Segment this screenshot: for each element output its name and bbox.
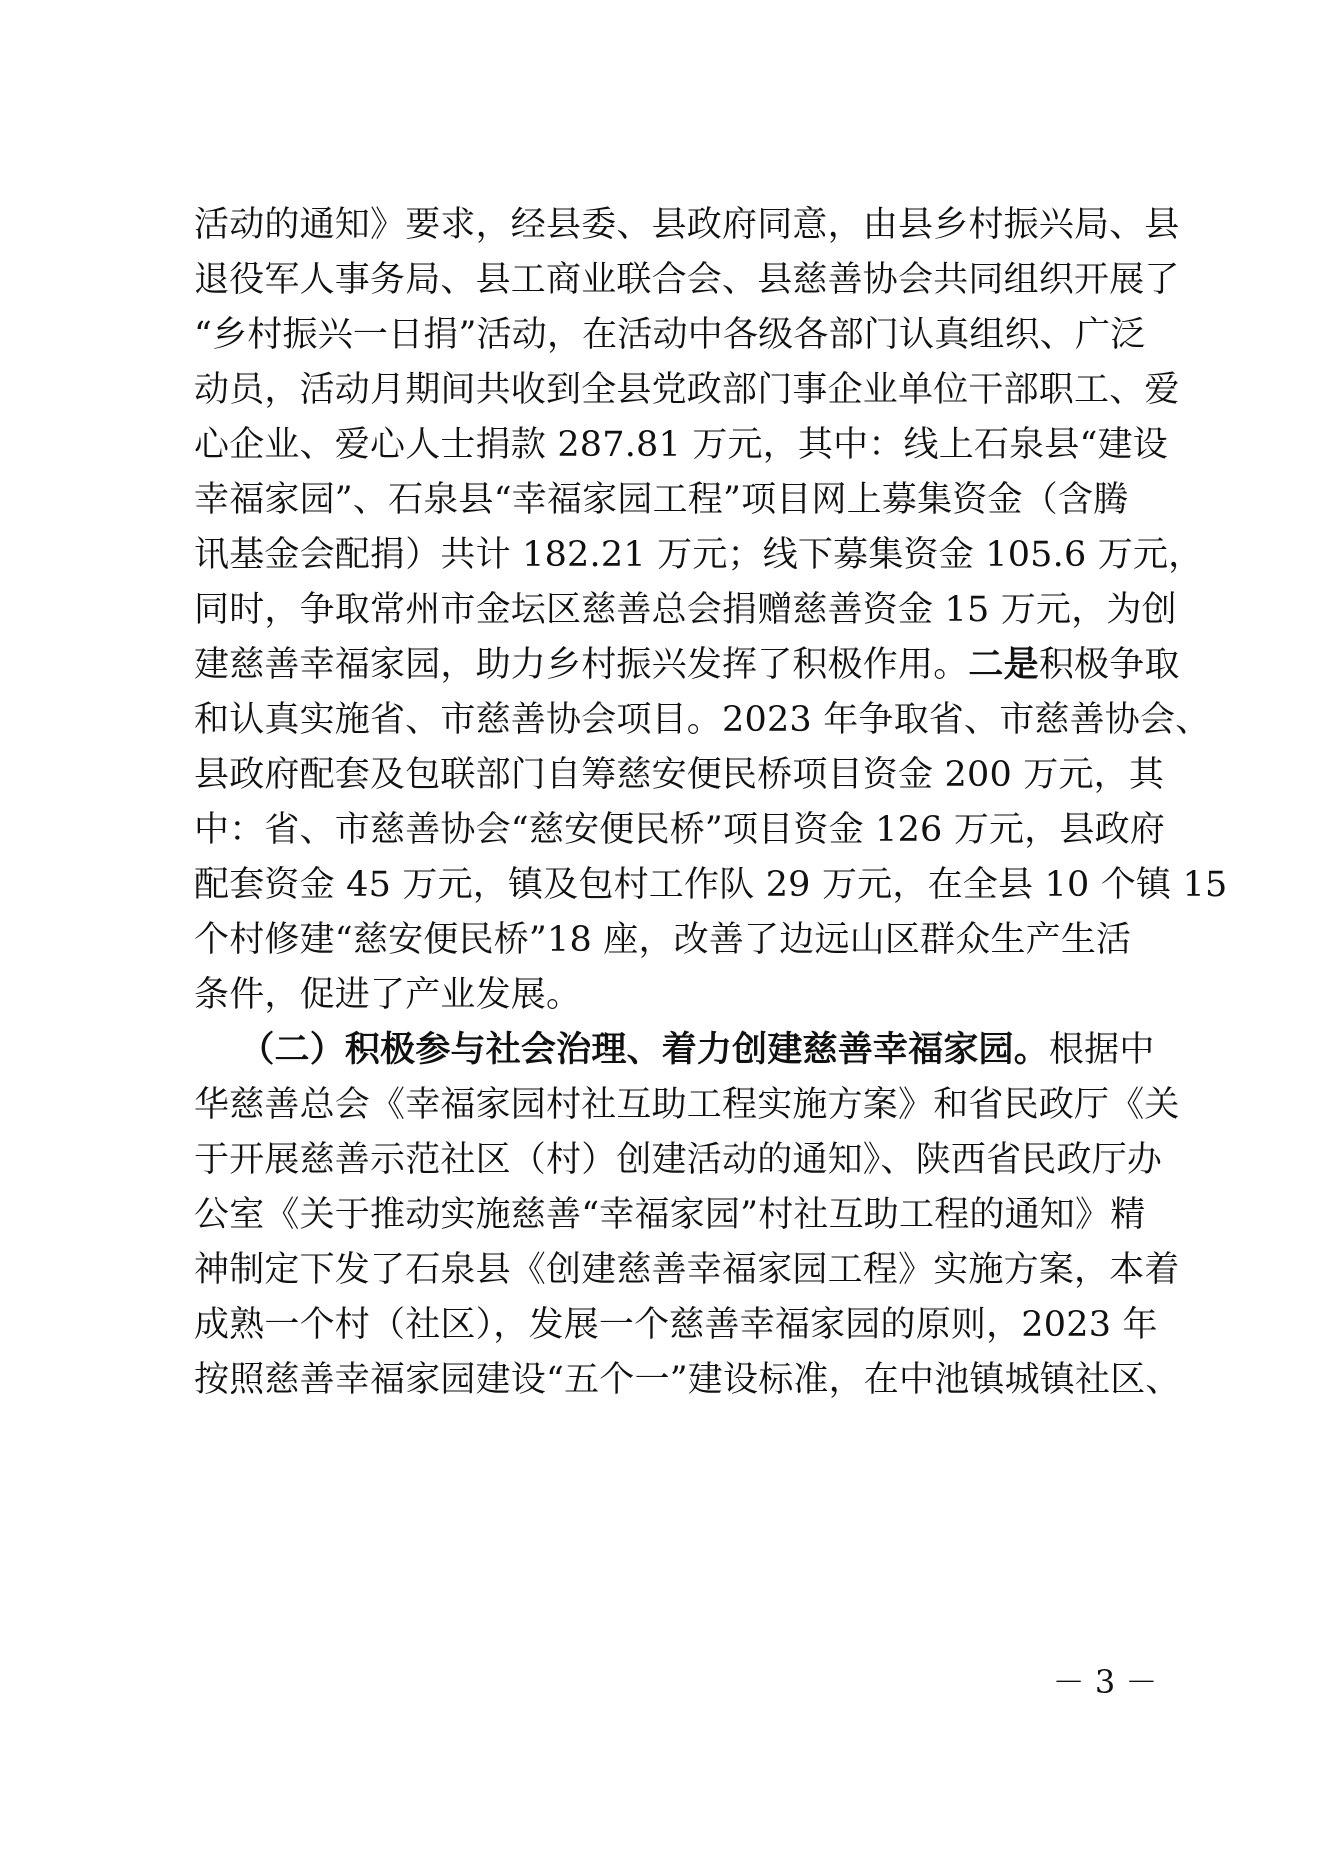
line-text: 和认真实施省、市慈善协会项目。2023 年争取省、市慈善协会、 — [194, 700, 1211, 740]
bold-lead: 二是 — [968, 644, 1039, 685]
line-text: 县政府配套及包联部门自筹慈安便民桥项目资金 200 万元，其 — [194, 755, 1165, 795]
line-text: 中：省、市慈善协会“慈安便民桥”项目资金 126 万元，县政府 — [194, 810, 1166, 850]
line-text: 活动的通知》要求，经县委、县政府同意，由县乡村振兴局、县 — [194, 205, 1180, 245]
line-text: 建慈善幸福家园，助力乡村振兴发挥了积极作用。 — [194, 645, 969, 685]
line-text: 同时，争取常州市金坛区慈善总会捐赠慈善资金 15 万元，为创 — [194, 590, 1177, 630]
line-text: 个村修建“慈安便民桥”18 座，改善了边远山区群众生产生活 — [194, 920, 1132, 960]
line-text: 成熟一个村（社区），发展一个慈善幸福家园的原则，2023 年 — [194, 1305, 1158, 1345]
line-text-tail: 根据中 — [1048, 1030, 1155, 1070]
page-number: － 3 － — [1052, 1663, 1158, 1701]
paragraph-line — [194, 1348, 1181, 1412]
line-text: 幸福家园”、石泉县“幸福家园工程”项目网上募集资金（含腾 — [194, 480, 1129, 520]
line-text: “乡村振兴一日捐”活动，在活动中各级各部门认真组织、广泛 — [194, 315, 1146, 355]
line-text: 神制定下发了石泉县《创建慈善幸福家园工程》实施方案，本着 — [194, 1250, 1180, 1290]
line-text: 配套资金 45 万元，镇及包村工作队 29 万元，在全县 10 个镇 15 — [194, 865, 1228, 905]
section-heading: （二）积极参与社会治理、着力创建慈善幸福家园。 — [239, 1029, 1049, 1070]
line-text: 动员，活动月期间共收到全县党政部门事企业单位干部职工、爱 — [194, 370, 1180, 410]
line-text: 按照慈善幸福家园建设“五个一”建设标准，在中池镇城镇社区、 — [194, 1360, 1181, 1400]
line-text: 于开展慈善示范社区（村）创建活动的通知》、陕西省民政厅办 — [194, 1140, 1163, 1180]
line-text — [194, 1030, 239, 1070]
line-text: 退役军人事务局、县工商业联合会、县慈善协会共同组织开展了 — [194, 260, 1180, 300]
line-text-tail: 积极争取 — [1038, 645, 1180, 685]
line-text: 华慈善总会《幸福家园村社互助工程实施方案》和省民政厅《关 — [194, 1085, 1180, 1125]
line-text: 讯基金会配捐）共计 182.21 万元；线下募集资金 105.6 万元， — [194, 535, 1204, 575]
line-text: 条件，促进了产业发展。 — [194, 975, 582, 1015]
line-text: 心企业、爱心人士捐款 287.81 万元，其中：线上石泉县“建设 — [194, 425, 1169, 465]
line-text: 公室《关于推动实施慈善“幸福家园”村社互助工程的通知》精 — [194, 1195, 1146, 1235]
